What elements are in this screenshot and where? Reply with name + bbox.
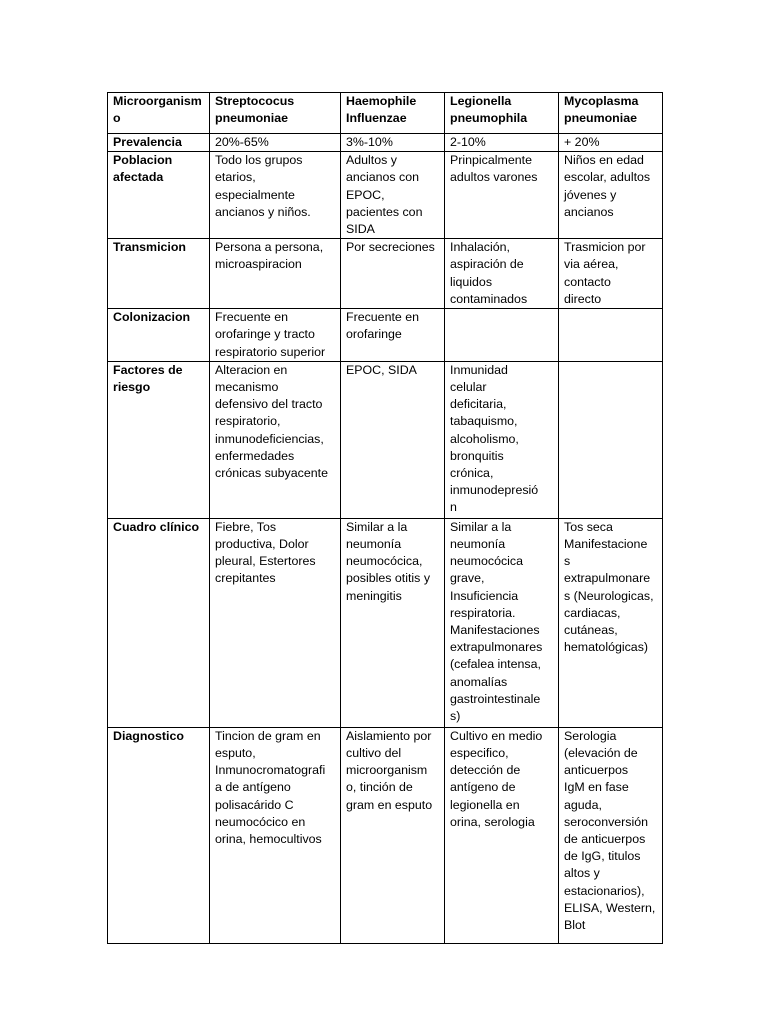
cell-text-line: n xyxy=(450,500,457,515)
cell-text-line: Prinpicalmente xyxy=(450,153,532,168)
cell-text-line: extrapulmonares xyxy=(450,640,543,655)
cell-text-line: ancianos xyxy=(564,204,614,219)
table-cell xyxy=(559,727,663,943)
cell-text-line: alcoholismo, xyxy=(450,431,519,446)
cell-text-line: gram en esputo xyxy=(346,797,433,812)
table-cell xyxy=(559,134,663,152)
cell-text-line: Persona a persona, xyxy=(215,240,324,255)
column-header xyxy=(210,93,341,134)
header-text-line: Cuadro clínico xyxy=(113,519,200,534)
cell-text-line: celular xyxy=(450,380,487,395)
header-text-line: Legionella xyxy=(450,94,512,108)
column-header xyxy=(445,93,559,134)
cell-text-line: inmunodeficiencias, xyxy=(215,431,324,446)
cell-text-line: esputo, xyxy=(215,746,256,761)
cell-text-line: SIDA xyxy=(346,222,375,237)
cell-text-line: especialmente xyxy=(215,187,295,202)
cell-text-line: contaminados xyxy=(450,291,528,306)
row-header xyxy=(108,518,210,727)
cell-text-line: orofaringe y tracto xyxy=(215,327,315,342)
cell-text-line: EPOC, SIDA xyxy=(346,362,417,377)
cell-text-line: Niños en edad xyxy=(564,153,644,168)
cell-text-line: orofaringe xyxy=(346,327,402,342)
cell-text-line: cardiacas, xyxy=(564,605,621,620)
table-cell xyxy=(341,309,445,362)
header-text-line: Colonizacion xyxy=(113,310,191,325)
table-cell xyxy=(445,309,559,362)
cell-text-line: Insuficiencia xyxy=(450,588,519,603)
cell-text-line: grave, xyxy=(450,571,485,586)
cell-text-line: especifico, xyxy=(450,746,509,761)
cell-text-line: Inmunocromatografi xyxy=(215,763,326,778)
cell-text-line: orina, hemocultivos xyxy=(215,832,322,847)
pneumonia-comparison-table xyxy=(107,92,663,944)
cell-text-line: legionella en xyxy=(450,797,520,812)
cell-text-line: antígeno de xyxy=(450,780,516,795)
header-text-line: Haemophile xyxy=(346,94,417,108)
header-text-line: pneumoniae xyxy=(564,111,637,126)
cell-text-line: Frecuente en xyxy=(346,310,420,325)
cell-text-line: (elevación de xyxy=(564,746,638,761)
header-text-line: Diagnostico xyxy=(113,728,184,743)
column-header xyxy=(341,93,445,134)
cell-text-line: ELISA, Western, xyxy=(564,900,656,915)
cell-text-line: anticuerpos xyxy=(564,763,629,778)
cell-text-line: neumocócico en xyxy=(215,814,306,829)
cell-text-line: orina, serologia xyxy=(450,814,535,829)
cell-text-line: neumonía xyxy=(450,537,506,552)
cell-text-line: via aérea, xyxy=(564,257,619,272)
cell-text-line: posibles otitis y xyxy=(346,571,431,586)
cell-text-line: altos y xyxy=(564,866,600,881)
table-row xyxy=(108,239,663,309)
cell-text-line: Manifestacione xyxy=(564,537,648,552)
row-header xyxy=(108,361,210,518)
header-text-line: pneumoniae xyxy=(215,111,288,126)
cell-text-line: + 20% xyxy=(564,135,600,149)
cell-text-line: aguda, xyxy=(564,797,602,812)
cell-text-line: o, tinción de xyxy=(346,780,413,795)
table-cell xyxy=(210,727,341,943)
cell-text-line: Fiebre, Tos xyxy=(215,519,277,534)
table-cell xyxy=(210,309,341,362)
cell-text-line: Cultivo en medio xyxy=(450,728,543,743)
header-text-line: Microorganism xyxy=(113,94,202,108)
cell-text-line: pleural, Estertores xyxy=(215,554,316,569)
cell-text-line: Frecuente en xyxy=(215,310,289,325)
cell-text-line: escolar, adultos xyxy=(564,170,651,185)
cell-text-line: Blot xyxy=(564,918,586,933)
header-text-line: Streptococus xyxy=(215,94,295,108)
header-text-line: Mycoplasma xyxy=(564,94,639,108)
header-text-line: Influenzae xyxy=(346,111,407,126)
cell-text-line: polisacárido C xyxy=(215,797,294,812)
cell-text-line: crónicas subyacente xyxy=(215,466,328,481)
table-cell xyxy=(341,361,445,518)
table-cell xyxy=(559,152,663,239)
cell-text-line: de IgG, titulos xyxy=(564,849,641,864)
cell-text-line: crepitantes xyxy=(215,571,276,586)
cell-text-line: Inhalación, xyxy=(450,240,510,255)
cell-text-line: neumocócica, xyxy=(346,554,423,569)
cell-text-line: neumonía xyxy=(346,537,402,552)
cell-text-line: adultos varones xyxy=(450,170,538,185)
row-header xyxy=(108,134,210,152)
cell-text-line: Todo los grupos xyxy=(215,153,303,168)
cell-text-line: anomalías xyxy=(450,674,508,689)
cell-text-line: 20%-65% xyxy=(215,135,269,149)
header-text-line: Prevalencia xyxy=(113,135,182,149)
table-cell xyxy=(210,152,341,239)
table-cell xyxy=(445,727,559,943)
cell-text-line: tabaquismo, xyxy=(450,414,518,429)
cell-text-line: 3%-10% xyxy=(346,135,393,149)
table-cell xyxy=(445,152,559,239)
header-text-line: pneumophila xyxy=(450,111,528,126)
table-cell xyxy=(210,134,341,152)
table-cell xyxy=(341,239,445,309)
cell-text-line: neumocócica xyxy=(450,554,524,569)
cell-text-line: (cefalea intensa, xyxy=(450,657,541,672)
cell-text-line: directo xyxy=(564,291,602,306)
cell-text-line: Adultos y xyxy=(346,153,397,168)
cell-text-line: s) xyxy=(450,709,461,724)
cell-text-line: ancianos y niños. xyxy=(215,204,311,219)
cell-text-line: meningitis xyxy=(346,588,402,603)
table-header-row xyxy=(108,93,663,134)
table-cell xyxy=(210,239,341,309)
header-text-line: Transmicion xyxy=(113,240,186,255)
cell-text-line: inmunodepresió xyxy=(450,483,539,498)
table-cell xyxy=(341,518,445,727)
cell-text-line: etarios, xyxy=(215,170,256,185)
cell-text-line: respiratorio superior xyxy=(215,344,326,359)
cell-text-line: de anticuerpos xyxy=(564,832,646,847)
cell-text-line: a de antígeno xyxy=(215,780,291,795)
table-cell xyxy=(341,134,445,152)
cell-text-line: respiratorio, xyxy=(215,414,281,429)
cell-text-line: Similar a la xyxy=(346,519,408,534)
table-row xyxy=(108,518,663,727)
cell-text-line: Serologia xyxy=(564,728,617,743)
cell-text-line: liquidos xyxy=(450,274,493,289)
cell-text-line: contacto xyxy=(564,274,611,289)
table-cell xyxy=(445,239,559,309)
header-text-line: riesgo xyxy=(113,380,151,395)
cell-text-line: Alteracion en xyxy=(215,362,288,377)
table-cell xyxy=(559,518,663,727)
cell-text-line: crónica, xyxy=(450,466,494,481)
cell-text-line: IgM en fase xyxy=(564,780,629,795)
cell-text-line: extrapulmonare xyxy=(564,571,651,586)
cell-text-line: ancianos con xyxy=(346,170,420,185)
cell-text-line: aspiración de xyxy=(450,257,524,272)
cell-text-line: defensivo del tracto xyxy=(215,397,323,412)
cell-text-line: gastrointestinale xyxy=(450,691,541,706)
row-header xyxy=(108,727,210,943)
cell-text-line: respiratoria. xyxy=(450,605,516,620)
cell-text-line: s xyxy=(564,554,571,569)
column-header xyxy=(108,93,210,134)
cell-text-line: s (Neurologicas, xyxy=(564,588,654,603)
table-cell xyxy=(210,518,341,727)
cell-text-line: detección de xyxy=(450,763,521,778)
header-text-line: Poblacion xyxy=(113,153,173,168)
table-cell xyxy=(445,518,559,727)
cell-text-line: Similar a la xyxy=(450,519,512,534)
cell-text-line: Inmunidad xyxy=(450,362,508,377)
cell-text-line: enfermedades xyxy=(215,448,295,463)
cell-text-line: seroconversión xyxy=(564,814,649,829)
column-header xyxy=(559,93,663,134)
row-header xyxy=(108,239,210,309)
row-header xyxy=(108,309,210,362)
table-row xyxy=(108,152,663,239)
header-text-line: afectada xyxy=(113,170,164,185)
cell-text-line: Tincion de gram en xyxy=(215,728,321,743)
cell-text-line: Aislamiento por xyxy=(346,728,432,743)
cell-text-line: cultivo del xyxy=(346,746,402,761)
cell-text-line: pacientes con xyxy=(346,204,423,219)
table-row xyxy=(108,727,663,943)
cell-text-line: Trasmicion por xyxy=(564,240,646,255)
header-text-line: o xyxy=(113,111,121,126)
table-cell xyxy=(210,361,341,518)
cell-text-line: Tos seca xyxy=(564,519,613,534)
table-cell xyxy=(559,309,663,362)
table-row xyxy=(108,309,663,362)
table-row xyxy=(108,361,663,518)
table-cell xyxy=(559,361,663,518)
cell-text-line: Por secreciones xyxy=(346,240,435,255)
cell-text-line: EPOC, xyxy=(346,187,385,202)
cell-text-line: 2-10% xyxy=(450,135,486,149)
cell-text-line: mecanismo xyxy=(215,380,279,395)
cell-text-line: productiva, Dolor xyxy=(215,537,309,552)
table-cell xyxy=(559,239,663,309)
cell-text-line: deficitaria, xyxy=(450,397,507,412)
header-text-line: Factores de xyxy=(113,362,183,377)
table-row xyxy=(108,134,663,152)
cell-text-line: hematológicas) xyxy=(564,640,649,655)
table-cell xyxy=(445,361,559,518)
cell-text-line: microorganism xyxy=(346,763,428,778)
cell-text-line: cutáneas, xyxy=(564,623,618,638)
row-header xyxy=(108,152,210,239)
cell-text-line: jóvenes y xyxy=(564,187,617,202)
cell-text-line: estacionarios), xyxy=(564,883,645,898)
table-cell xyxy=(341,727,445,943)
table-cell xyxy=(341,152,445,239)
table-cell xyxy=(445,134,559,152)
cell-text-line: microaspiracion xyxy=(215,257,302,272)
cell-text-line: Manifestaciones xyxy=(450,623,540,638)
cell-text-line: bronquitis xyxy=(450,448,504,463)
